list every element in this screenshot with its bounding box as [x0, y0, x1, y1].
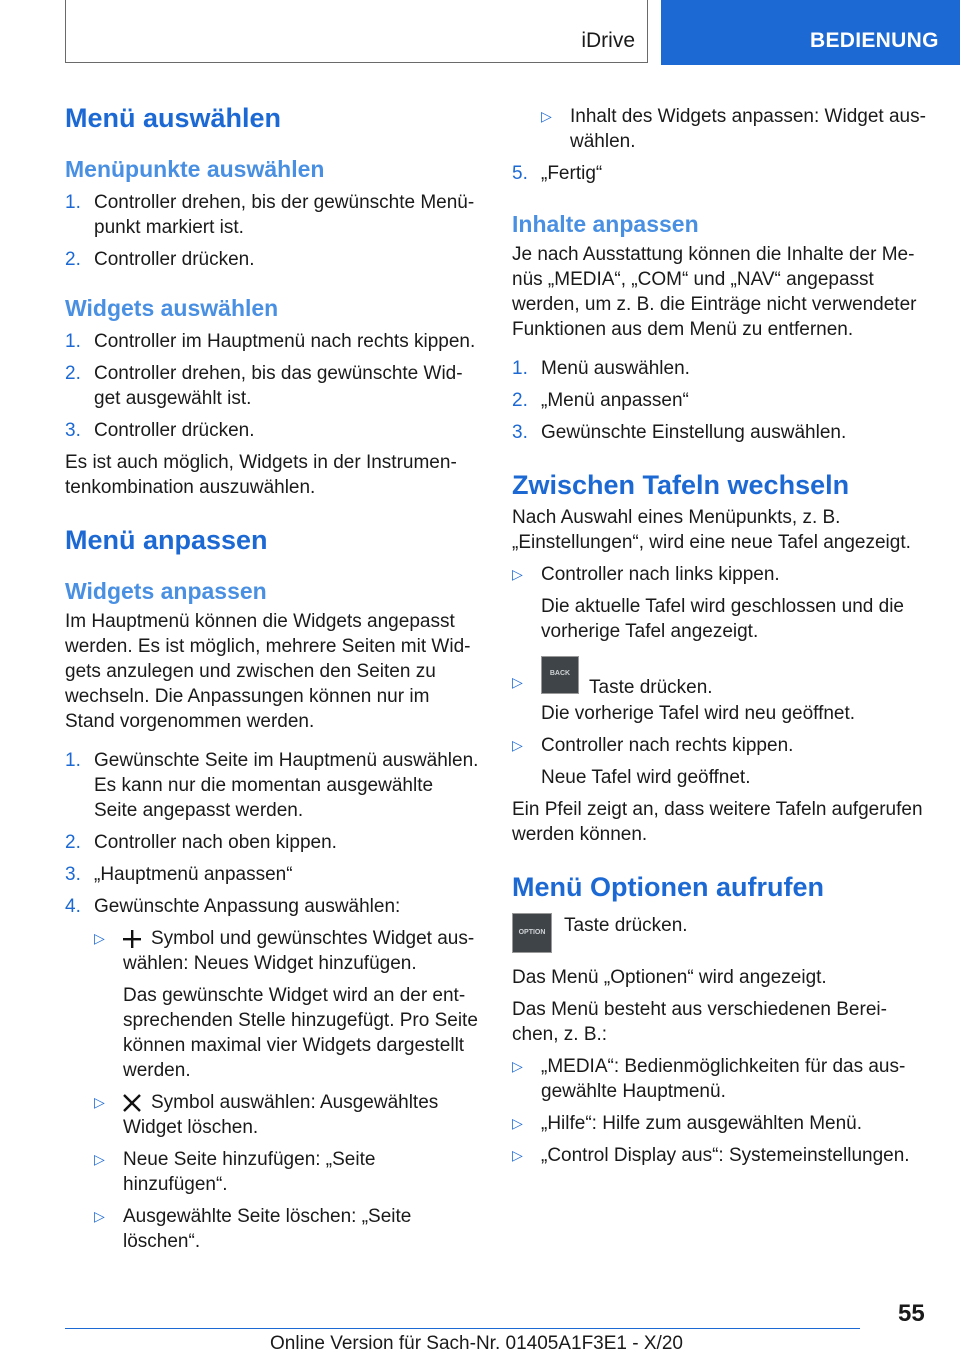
list-item: 2. „Menü anpassen“ [512, 390, 689, 411]
widgets-note: Es ist auch möglich, Widgets in der Instrumentenkombination auszuwählen. [65, 452, 457, 498]
triangle-bullet-icon: ▷ [94, 930, 105, 946]
bullet-item: ▷ Inhalt des Widgets anpassen: Widget auswählen. [541, 106, 926, 152]
panels-note: Ein Pfeil zeigt an, dass weitere Tafeln aufgerufen werden können. [512, 799, 923, 845]
triangle-bullet-icon: ▷ [94, 1208, 105, 1224]
panels-intro: Nach Auswahl eines Menüpunkts, z. B. „Einstellungen“, wird eine neue Tafel angezeigt. [512, 507, 911, 553]
list-item: 2. Controller drehen, bis das gewünschte Widget ausgewählt ist. [65, 363, 463, 409]
heading-content-adjust: Inhalte anpassen [512, 211, 699, 237]
list-item: 3. „Hauptmenü anpassen“ [65, 864, 293, 885]
list-item: 5. „Fertig“ [512, 163, 603, 184]
bullet-item: ▷ Neue Seite hinzufügen: „Seite hinzufügen“. [94, 1149, 376, 1195]
heading-menu-adjust: Menü anpassen [65, 525, 268, 555]
heading-menupoints: Menüpunkte auswählen [65, 156, 325, 182]
plus-icon [123, 930, 141, 948]
list-item: 4. Gewünschte Anpassung auswählen: ▷ Symbol und gewünschtes Widget auswählen: Neues Widget hinzufügen. Das gewünschte Widget wird an der entsprechenden Stelle hinzugefügt. Pro Seite können maximal vier Widgets dargestellt werden. ▷ Symbol auswählen: Ausgewähltes Widget löschen. ▷ Neue Seite hinzufügen: „Seite hinzufügen“. ▷ Ausgewählte Seite löschen: „Seite löschen“. [65, 894, 480, 1254]
bullet-item: ▷ Symbol auswählen: Ausgewähltes Widget löschen. [94, 1092, 439, 1138]
page-header [0, 0, 960, 66]
list-item: 1. Controller drehen, bis der gewünschte Menüpunkt markiert ist. [65, 192, 475, 238]
triangle-bullet-icon: ▷ [512, 674, 523, 690]
content-intro: Je nach Ausstattung können die Inhalte der Menüs „MEDIA“, „COM“ und „NAV“ angepasst werden, um z. B. die Einträge nicht verwendeter Funktionen aus dem Menü zu entfernen. [512, 244, 917, 340]
triangle-bullet-icon: ▷ [512, 1115, 523, 1131]
cross-icon [123, 1094, 141, 1112]
header-section-box [65, 0, 648, 63]
footer-online-version: Online Version für Sach-Nr. 01405A1F3E1 - X/20 [270, 1333, 683, 1354]
left-column [65, 100, 480, 1254]
header-chapter-title: BEDIENUNG [810, 29, 939, 52]
options-press-row: OPTION Taste drücken. [512, 913, 927, 953]
bullet-item: ▷ „Control Display aus“: Systemeinstellungen. [512, 1145, 910, 1166]
triangle-bullet-icon: ▷ [94, 1094, 105, 1110]
footer-divider [65, 1328, 860, 1329]
header-section-title: iDrive [581, 29, 635, 52]
list-item: 1. Controller im Hauptmenü nach rechts kippen. [65, 331, 476, 352]
heading-options: Menü Optionen aufrufen [512, 872, 824, 902]
heading-menu-select: Menü auswählen [65, 103, 282, 133]
triangle-bullet-icon: ▷ [512, 737, 523, 753]
triangle-bullet-icon: ▷ [512, 566, 523, 582]
list-item: 3. Gewünschte Einstellung auswählen. [512, 422, 847, 443]
heading-widgets-adjust: Widgets anpassen [65, 578, 267, 604]
list-item: 2. Controller drücken. [65, 249, 255, 270]
widgets-adjust-intro: Im Hauptmenü können die Widgets angepasst werden. Es ist möglich, mehrere Seiten mit Widgets anzulegen und zwischen den Seiten zu wechseln. Die Anpassungen können nur im Stand vorgenommen werden. [65, 611, 471, 732]
back-button-icon: BACK [541, 656, 579, 694]
list-item: 1. Menü auswählen. [512, 358, 690, 379]
list-item: 3. Controller drücken. [65, 420, 255, 441]
bullet-item: ▷ BACKTaste drücken. Die vorherige Tafel wird neu geöffnet. [512, 656, 927, 726]
heading-panels: Zwischen Tafeln wechseln [512, 470, 850, 500]
triangle-bullet-icon: ▷ [512, 1147, 523, 1163]
triangle-bullet-icon: ▷ [541, 108, 552, 124]
bullet-item: ▷ Controller nach links kippen. Die aktuelle Tafel wird geschlossen und die vorherige Tafel angezeigt. [512, 564, 904, 642]
bullet-item: ▷ Ausgewählte Seite löschen: „Seite löschen“. [94, 1206, 412, 1252]
triangle-bullet-icon: ▷ [512, 1058, 523, 1074]
right-column: ▷ Inhalt des Widgets anpassen: Widget auswählen. 5. „Fertig“ Inhalte anpassen Je nach Ausstattung können die Inhalte der Menüs „MEDIA“, „COM“ und „NAV“ angepasst werden, um z. B. die Einträge nicht verwendeter Funktionen aus dem Menü zu entfernen. 1. Menü auswählen. 2. „Menü anpassen“ 3. Gewünschte Einstellung auswählen. Zwischen Tafeln wechseln Nach Auswahl eines Menüpunkts, z. B. „Einstellungen“, wird eine neue Tafel angezeigt. ▷ Controller nach links kippen. Die aktuelle Tafel wird geschlossen und die vorherige Tafel angezeigt. ▷ BACKTaste drücken. Die vorherige Tafel wird neu geöffnet. ▷ Controller nach rechts kippen. Neue Tafel wird geöffnet. Ein Pfeil zeigt an, dass weitere Tafeln aufgerufen werden können. Menü Optionen aufrufen OPTION Taste drücken. Das Menü „Optionen“ wird angezeigt. Das Menü besteht aus verschiedenen Bereichen, z. B.: ▷ „MEDIA“: Bedienmöglichkeiten für das ausgewählte Hauptmenü. ▷ „Hilfe“: Hilfe zum ausgewählten Menü. ▷ „Control Display aus“: Systemeinstellungen. [512, 106, 926, 1166]
list-item: 2. Controller nach oben kippen. [65, 832, 337, 853]
list-item: 1. Gewünschte Seite im Hauptmenü auswählen. Es kann nur die momentan ausgewählte Seite angepasst werden. [65, 750, 479, 821]
option-button-icon: OPTION [512, 913, 552, 953]
header-chapter-tab [661, 0, 960, 65]
triangle-bullet-icon: ▷ [94, 1151, 105, 1167]
page-number: 55 [898, 1300, 925, 1327]
bullet-item: ▷ Symbol und gewünschtes Widget auswählen: Neues Widget hinzufügen. Das gewünschte Widget wird an der entsprechenden Stelle hinzugefügt. Pro Seite können maximal vier Widgets dargestellt werden. [94, 928, 478, 1081]
heading-widgets-select: Widgets auswählen [65, 295, 279, 321]
bullet-item: ▷ Controller nach rechts kippen. Neue Tafel wird geöffnet. [512, 735, 794, 788]
bullet-item: ▷ „Hilfe“: Hilfe zum ausgewählten Menü. [512, 1113, 863, 1134]
bullet-item: ▷ „MEDIA“: Bedienmöglichkeiten für das ausgewählte Hauptmenü. [512, 1056, 906, 1102]
